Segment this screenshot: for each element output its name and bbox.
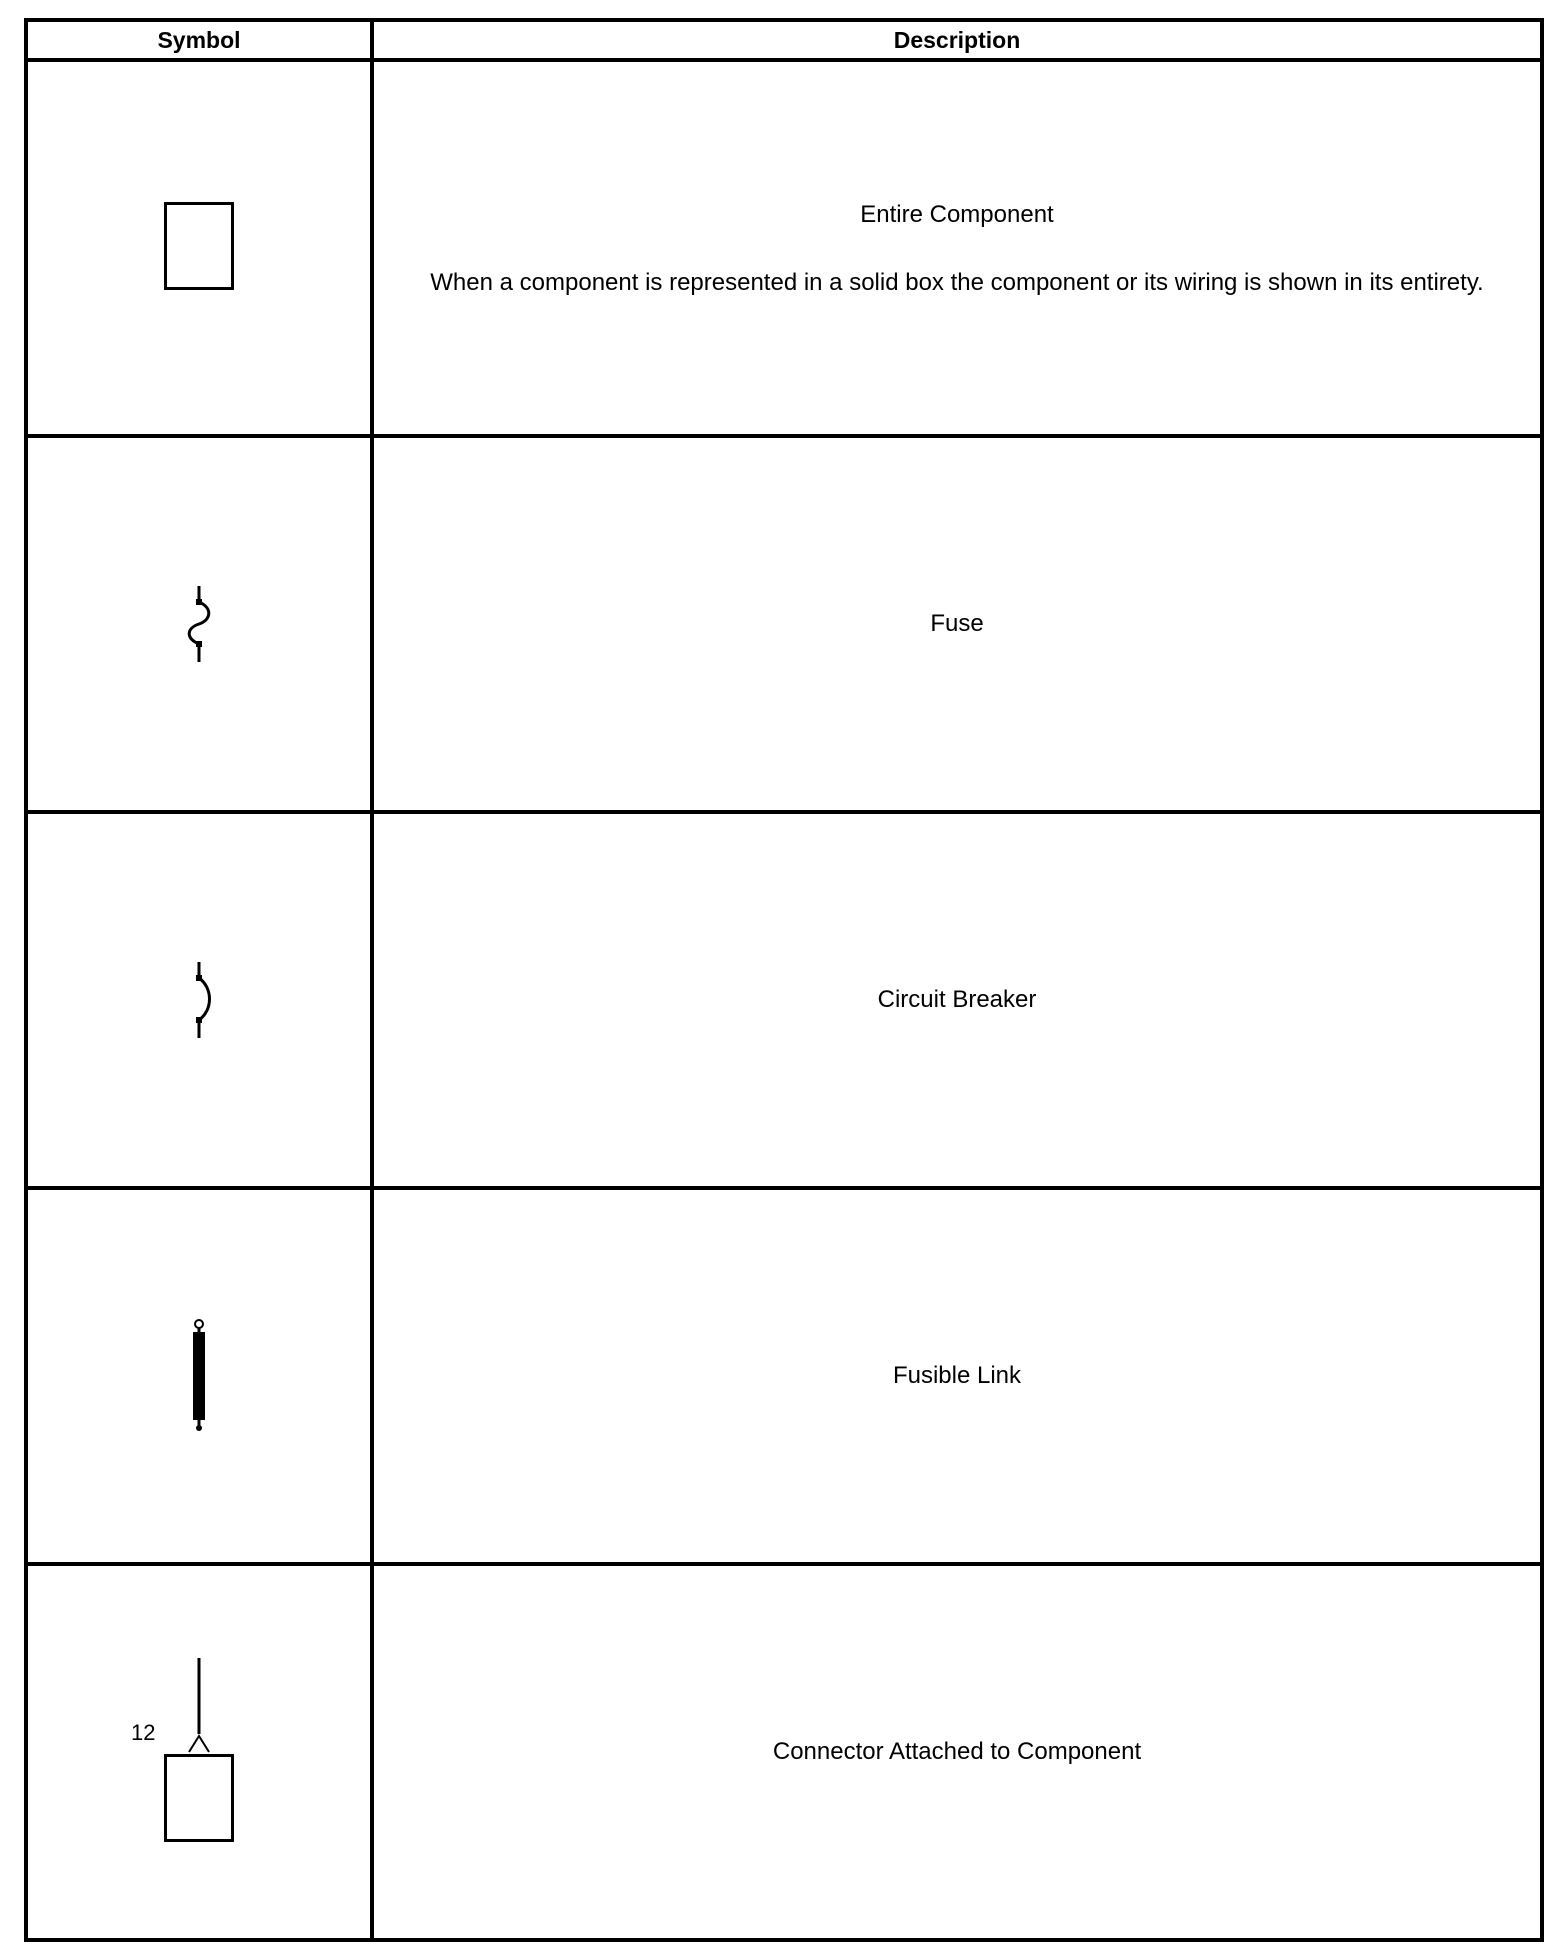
symbol-legend-table [24,18,1544,1942]
symbol-cell [26,60,372,436]
description-title: Circuit Breaker [877,986,1037,1014]
symbol-cell [26,436,372,812]
description-cell [372,436,1542,812]
description-title: Fusible Link [892,1362,1022,1390]
description-cell [372,1564,1542,1940]
table-row [26,436,1542,812]
table-row [26,60,1542,436]
description-detail: When a component is represented in a solid box the component or its wiring is shown in its entirety. [430,268,1484,296]
description-cell [372,60,1542,436]
symbol-cell [26,812,372,1188]
table-row [26,1188,1542,1564]
description-cell [372,1188,1542,1564]
symbol-column-header: Symbol [26,20,372,60]
connector-number-label: 12 [131,1719,156,1745]
description-title: Entire Component [860,201,1054,229]
component-box-icon [164,1754,234,1842]
circuit-breaker-icon [179,962,219,1038]
description-title: Fuse [930,610,984,638]
solid-box-component-icon [164,202,234,290]
description-column-header: Description [372,20,1542,60]
table-header-row [26,20,1542,60]
description-cell [372,812,1542,1188]
fuse-icon [179,586,219,662]
symbol-cell [26,1564,372,1940]
fusible-link-icon [179,1318,219,1434]
table-row [26,812,1542,1188]
symbol-cell [26,1188,372,1564]
description-title: Connector Attached to Component [772,1738,1142,1766]
connector-attached-component-icon [129,1658,269,1842]
table-row [26,1564,1542,1940]
